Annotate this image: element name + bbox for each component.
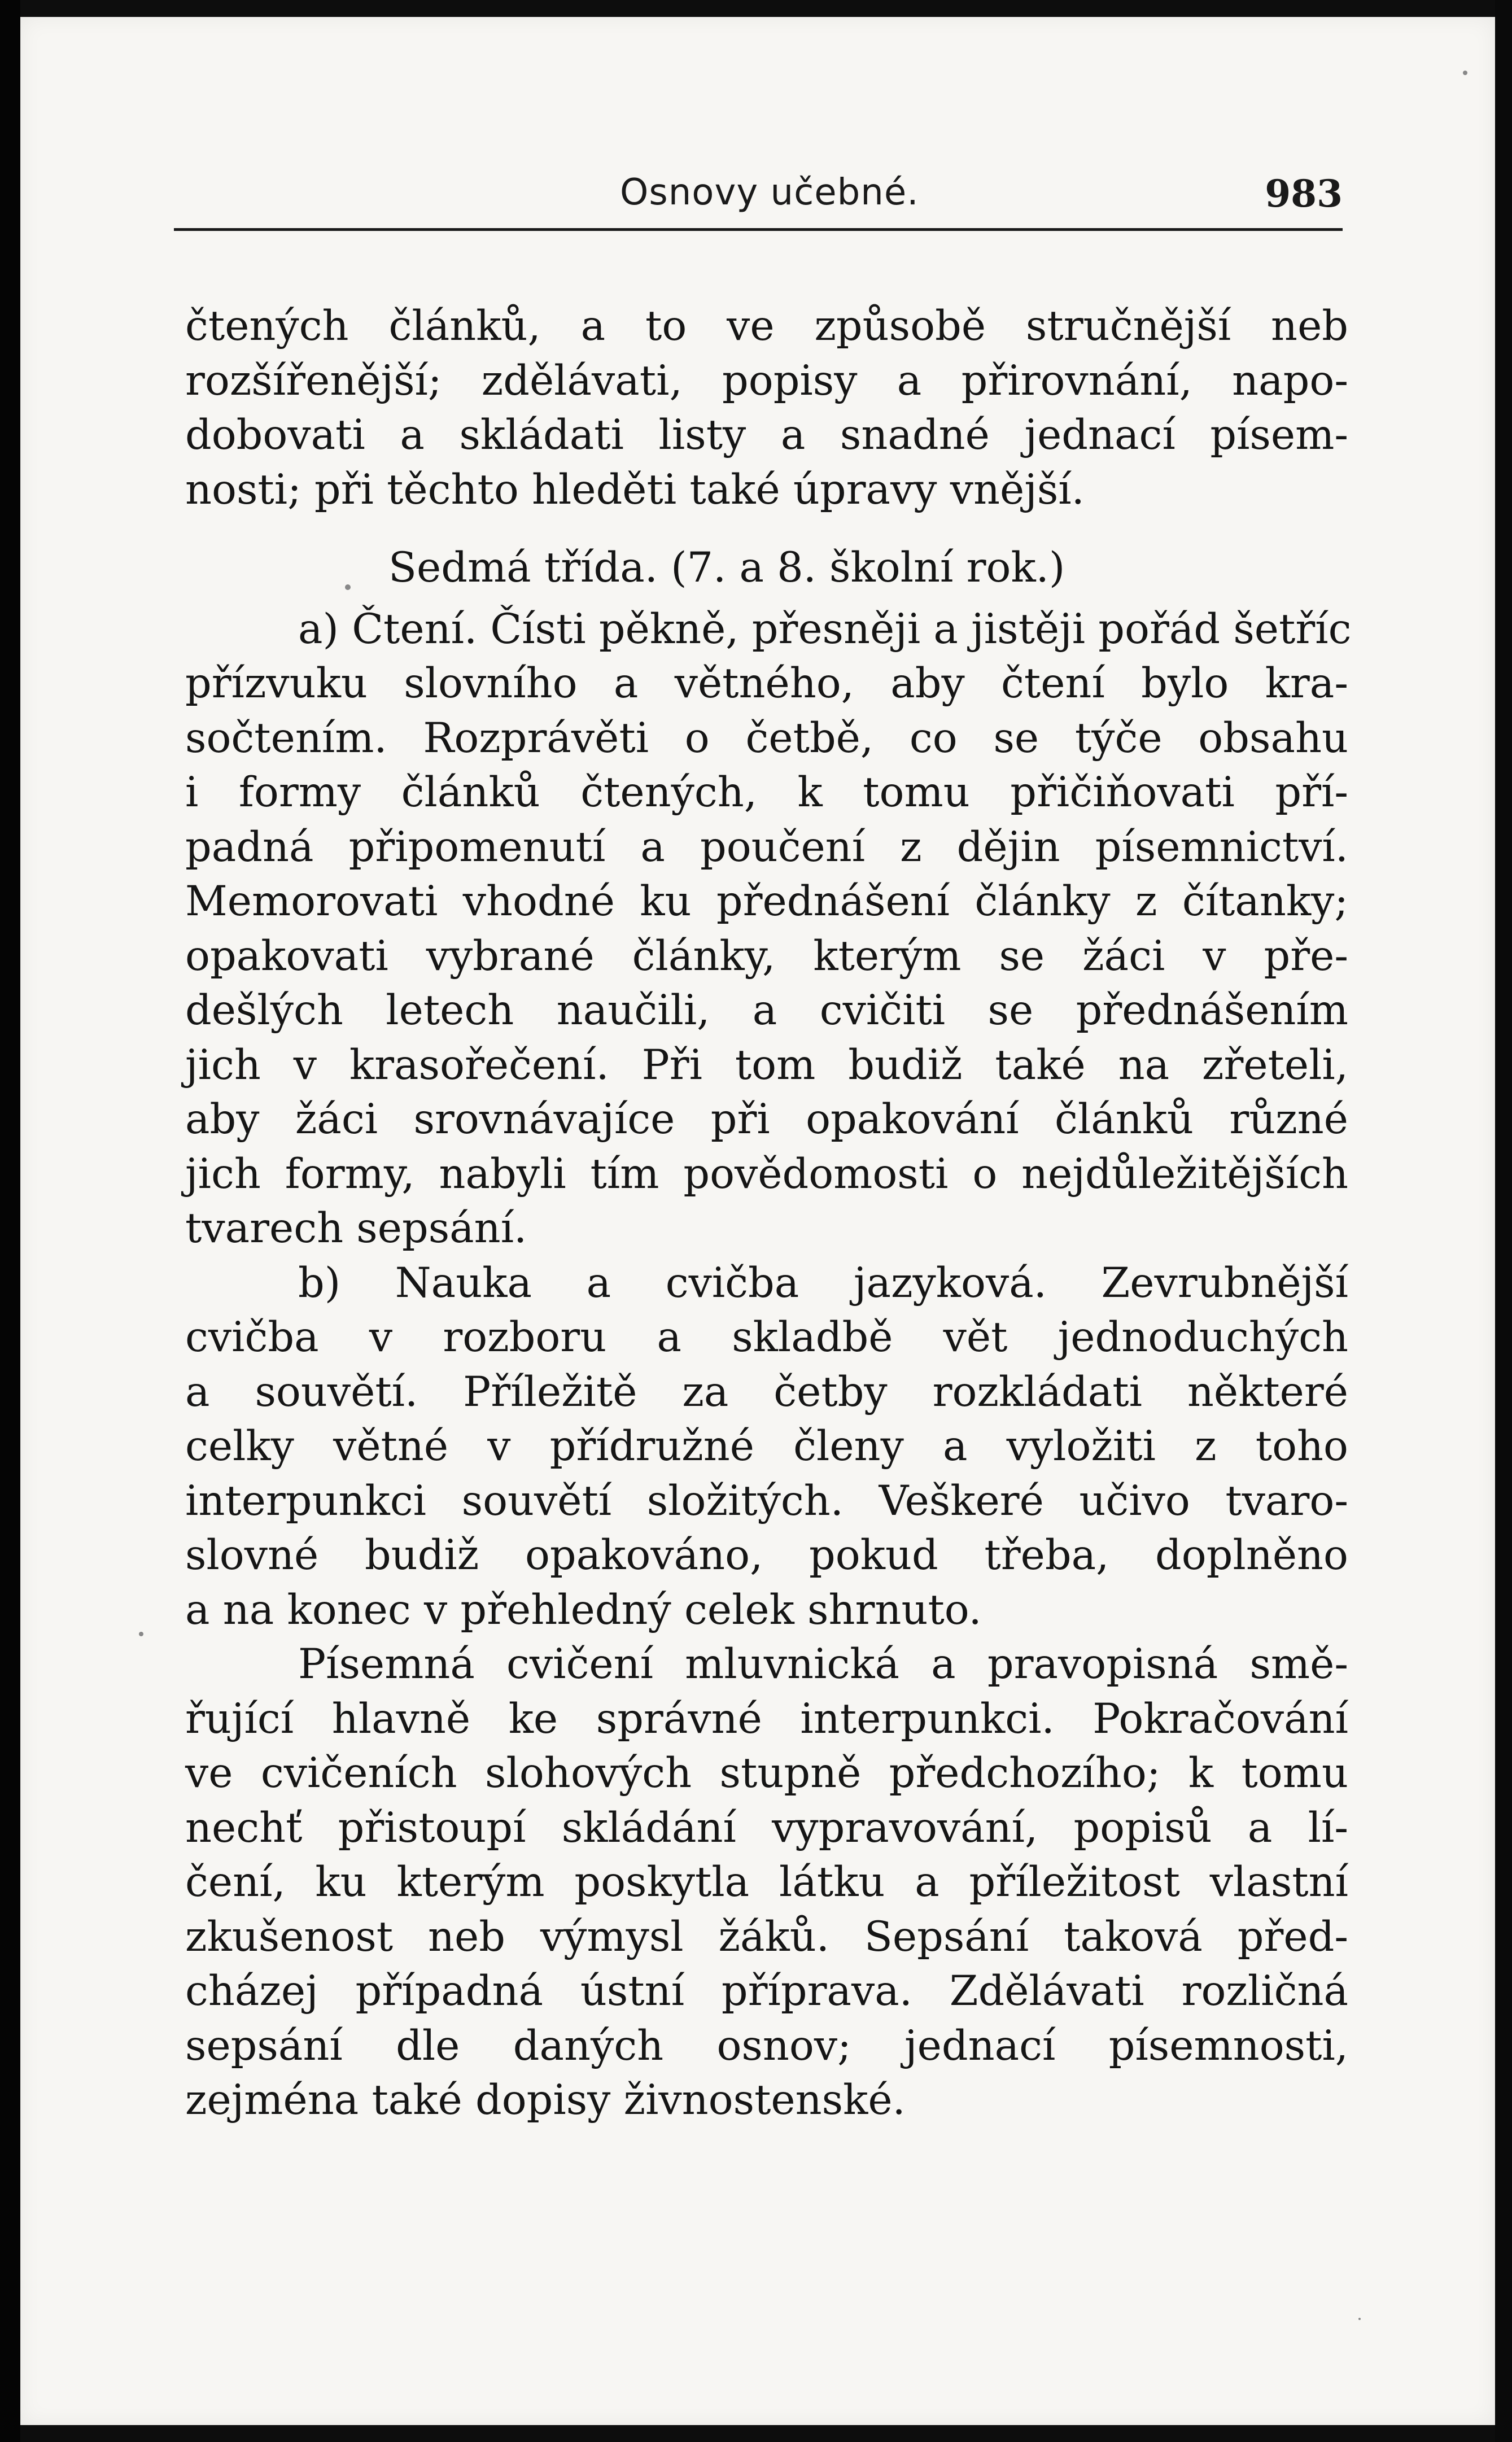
page-number: 983 <box>1265 172 1343 216</box>
scan-left-edge <box>0 0 20 2442</box>
text-line: a souvětí. Příležitě za četby rozkládati některé <box>185 1368 1348 1416</box>
text-line: dešlých letech naučili, a cvičiti se přednášením <box>185 986 1348 1034</box>
text-line: ve cvičeních slohových stupně předchozího; k tomu <box>185 1749 1348 1797</box>
text-line: čení, ku kterým poskytla látku a příležitost vlastní <box>185 1858 1348 1906</box>
text-line: opakovati vybrané články, kterým se žáci v pře- <box>185 932 1348 980</box>
section-gap <box>185 517 1348 534</box>
text-line: Písemná cvičení mluvnická a pravopisná smě- <box>298 1640 1348 1688</box>
text-line: cvičba v rozboru a skladbě vět jednoduchých <box>185 1313 1348 1361</box>
text-line: rozšířenější; zdělávati, popisy a přirovnání, napo- <box>185 356 1348 405</box>
text-line: sočtením. Rozprávěti o četbě, co se týče obsahu <box>185 714 1348 762</box>
body-text <box>185 299 1352 2128</box>
paper-speck <box>139 1632 143 1636</box>
text-line: padná připomenutí a poučení z dějin písemnictví. <box>185 823 1348 871</box>
header-rule <box>174 228 1343 231</box>
text-line: aby žáci srovnávajíce při opakování článků různé <box>185 1095 1348 1143</box>
text-line: interpunkci souvětí složitých. Veškeré učivo tvaro- <box>185 1476 1348 1525</box>
text-line: zejména také dopisy živnostenské. <box>185 2076 906 2124</box>
text-line: přízvuku slovního a větného, aby čtení bylo kra- <box>185 659 1348 707</box>
paper-speck <box>1358 2318 1361 2320</box>
paper-speck <box>1463 71 1467 75</box>
text-line: nosti; při těchto hleděti také úpravy vnější. <box>185 465 1085 514</box>
text-line: a) Čtení. Čísti pěkně, přesněji a jistěji pořád šetříc <box>298 605 1352 653</box>
text-line: i formy článků čtených, k tomu přičiňovati pří- <box>185 768 1348 816</box>
scan-right-edge <box>1495 0 1512 2442</box>
text-line: řující hlavně ke správné interpunkci. Pokračování <box>185 1694 1348 1743</box>
page-header <box>174 169 1343 231</box>
section-heading: Sedmá třída. (7. a 8. školní rok.) <box>388 544 1065 592</box>
text-line: Memorovati vhodné ku přednášení články z čítanky; <box>185 877 1348 925</box>
running-title: Osnovy učebné. <box>620 172 919 213</box>
text-line: sepsání dle daných osnov; jednací písemnosti, <box>185 2021 1348 2070</box>
text-line: a na konec v přehledný celek shrnuto. <box>185 1585 982 1634</box>
text-line: tvarech sepsání. <box>185 1204 527 1252</box>
text-line: jich v krasořečení. Při tom budiž také na zřeteli, <box>185 1041 1348 1089</box>
text-line: dobovati a skládati listy a snadné jednací písem- <box>185 411 1348 459</box>
text-line: cházej případná ústní příprava. Zdělávati rozličná <box>185 1967 1348 2015</box>
text-line: čtených článků, a to ve způsobě stručnější neb <box>185 302 1348 350</box>
text-line: b) Nauka a cvičba jazyková. Zevrubnější <box>298 1259 1348 1307</box>
text-line: slovné budiž opakováno, pokud třeba, doplněno <box>185 1531 1348 1579</box>
text-line: jich formy, nabyli tím povědomosti o nejdůležitějších <box>185 1150 1348 1198</box>
text-line: celky větné v přídružné členy a vyložiti z toho <box>185 1422 1348 1470</box>
text-line: zkušenost neb výmysl žáků. Sepsání taková před- <box>185 1912 1348 1961</box>
text-line: nechť přistoupí skládání vypravování, popisů a lí- <box>185 1803 1348 1852</box>
